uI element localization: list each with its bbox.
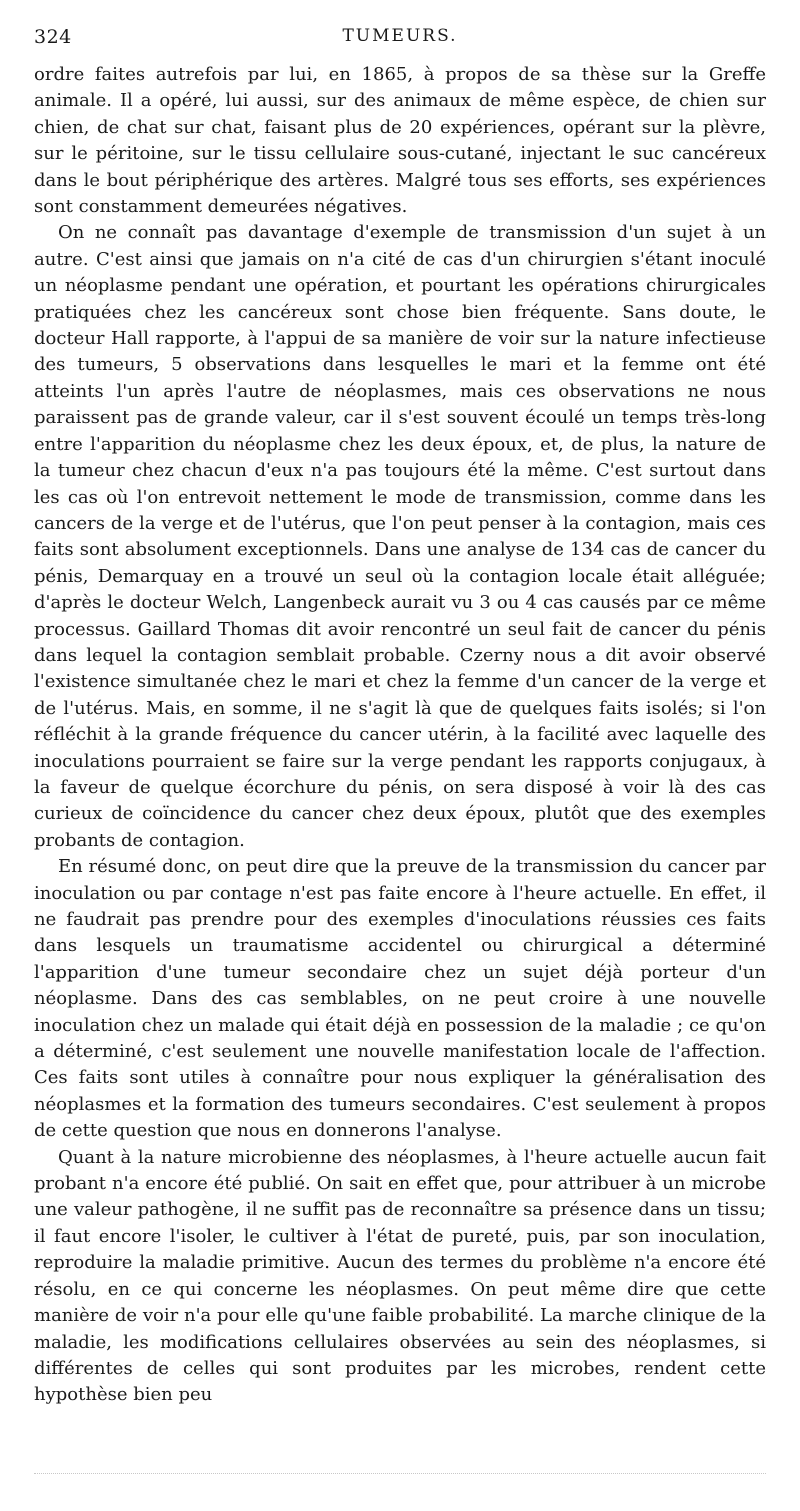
paragraph-continued: ordre faites autrefois par lui, en 1865, à propos de sa thèse sur la Greffe animale. Il a opéré, lui aussi, sur des animaux de même espèce, de chien sur chien, de chat sur chat, faisant plus de 20 expériences, opérant sur la plèvre, sur le péritoine, sur le tissu cellulaire sous-cutané, injectant le suc cancéreux dans le bout périphérique des artères. Malgré tous ses efforts, ses expériences sont constamment demeurées négatives. [34,64,766,218]
page-header [34,26,766,56]
paragraph-microbial-nature: Quant à la nature microbienne des néoplasmes, à l'heure actuelle aucun fait probant n'a encore été publié. On sait en effet que, pour attribuer à un microbe une valeur pathogène, il ne suffit pas de reconnaître sa présence dans un tissu; il faut encore l'isoler, le cultiver à l'état de pureté, puis, par son inoculation, reproduire la maladie primitive. Aucun des termes du problème n'a encore été résolu, en ce qui concerne les néoplasmes. On peut même dire que cette manière de voir n'a pour elle qu'une faible probabilité. La marche clinique de la maladie, les modifications cellulaires observées au sein des néoplasmes, si différentes de celles qui sont produites par les microbes, rendent cette hypothèse bien peu [34,1146,766,1406]
paragraph-summary: En résumé donc, on peut dire que la preuve de la transmission du cancer par inoculation ou par contage n'est pas faite encore à l'heure actuelle. En effet, il ne faudrait pas prendre pour des exemples d'inoculations réussies ces faits dans lesquels un traumatisme accidentel ou chirurgical a déterminé l'apparition d'une tumeur secondaire chez un sujet déjà porteur d'un néoplasme. Dans des cas semblables, on ne peut croire à une nouvelle inoculation chez un malade qui était déjà en possession de la maladie ; ce qu'on a déterminé, c'est seulement une nouvelle manifestation locale de l'affection. Ces faits sont utiles à connaître pour nous expliquer la généralisation des néoplasmes et la formation des tumeurs secondaires. C'est seulement à propos de cette question que nous en donnerons l'analyse. [34,856,766,1142]
footer-divider [34,1473,766,1474]
running-title: TUMEURS. [342,26,458,46]
body-text [34,62,766,1409]
paragraph-transmission: On ne connaît pas davantage d'exemple de transmission d'un sujet à un autre. C'est ainsi que jamais on n'a cité de cas d'un chirurgien s'étant inoculé un néoplasme pendant une opération, et pourtant les opérations chirurgicales pratiquées chez les cancéreux sont chose bien fréquente. Sans doute, le docteur Hall rapporte, à l'appui de sa manière de voir sur la nature infectieuse des tumeurs, 5 observations dans lesquelles le mari et la femme ont été atteints l'un après l'autre de néoplasmes, mais ces observations ne nous paraissent pas de grande valeur, car il s'est souvent écoulé un temps très-long entre l'apparition du néoplasme chez les deux époux, et, de plus, la nature de la tumeur chez chacun d'eux n'a pas toujours été la même. C'est surtout dans les cas où l'on entrevoit nettement le mode de transmission, comme dans les cancers de la verge et de l'utérus, que l'on peut penser à la contagion, mais ces faits sont absolument exceptionnels. Dans une analyse de 134 cas de cancer du pénis, Demarquay en a trouvé un seul où la contagion locale était alléguée; d'après le docteur Welch, Langenbeck aurait vu 3 ou 4 cas causés par ce même processus. Gaillard Thomas dit avoir rencontré un seul fait de cancer du pénis dans lequel la contagion semblait probable. Czerny nous a dit avoir observé l'existence simultanée chez le mari et chez la femme d'un cancer de la verge et de l'utérus. Mais, en somme, il ne s'agit là que de quelques faits isolés; si l'on réfléchit à la grande fréquence du cancer utérin, à la facilité avec laquelle des inoculations pourraient se faire sur la verge pendant les rapports conjugaux, à la faveur de quelque écorchure du pénis, on sera disposé à voir là des cas curieux de coïncidence du cancer chez deux époux, plutôt que des exemples probants de contagion. [34,222,766,851]
page-number: 324 [34,26,72,48]
